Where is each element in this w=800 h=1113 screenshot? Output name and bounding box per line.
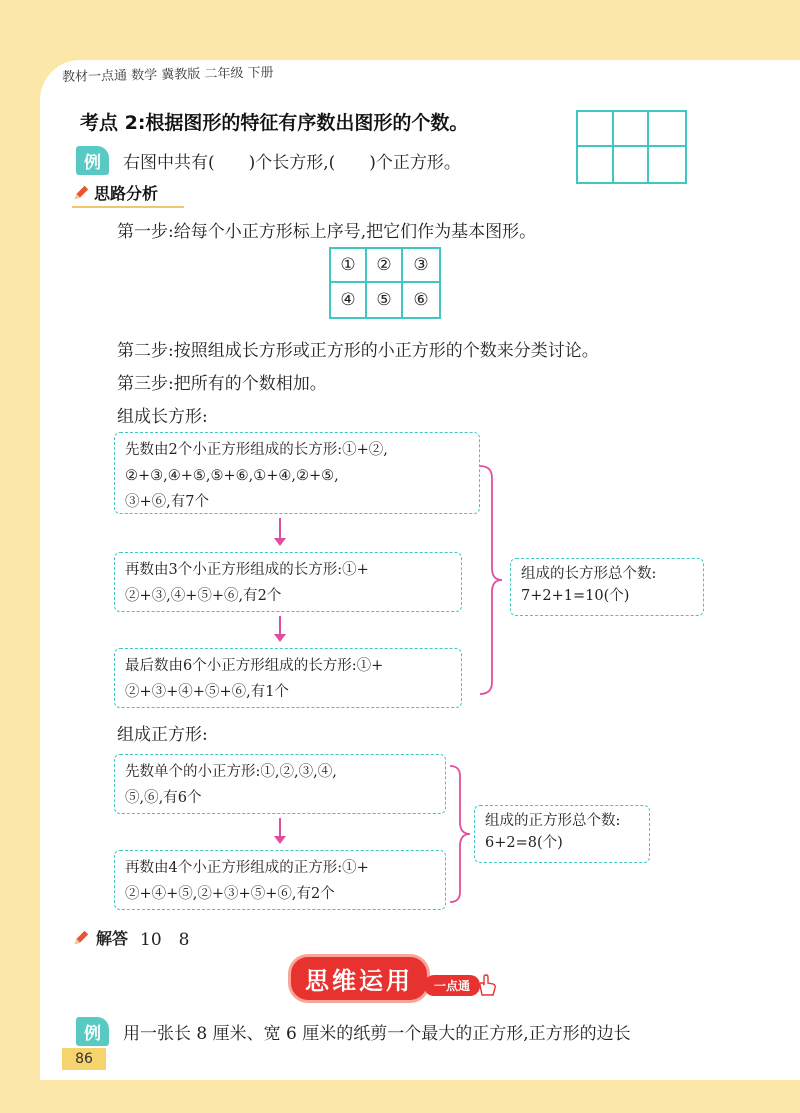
banner-title: 思维运用 <box>288 954 430 1003</box>
step-two: 第二步:按照组成长方形或正方形的小正方形的个数来分类讨论。 <box>117 341 599 361</box>
thinking-application-banner <box>288 958 498 998</box>
step-one: 第一步:给每个小正方形标上序号,把它们作为基本图形。 <box>117 222 537 242</box>
down-arrow-icon <box>279 518 281 544</box>
banner-subtitle: 一点通 <box>424 975 480 996</box>
square-count-box-2 <box>114 850 446 910</box>
box-line: ②+④+⑤,②+③+⑤+⑥,有2个 <box>125 886 335 902</box>
answer-label: 解答 <box>96 929 129 948</box>
pencil-icon <box>72 929 90 947</box>
box-line: 7+2+1=10(个) <box>521 588 630 604</box>
rectangle-heading: 组成长方形: <box>117 407 208 427</box>
box-line: 先数由2个小正方形组成的长方形:①+②, <box>125 442 388 458</box>
box-line: ②+③,④+⑤+⑥,有2个 <box>125 588 282 604</box>
rectangle-grid-figure <box>576 110 687 184</box>
example-question <box>76 146 461 175</box>
answer-value: 10 8 <box>140 930 190 950</box>
box-line: ②+③,④+⑤,⑤+⑥,①+④,②+⑤, <box>125 468 339 484</box>
box-line: 6+2=8(个) <box>485 835 563 851</box>
box-line: 先数单个的小正方形:①,②,③,④, <box>125 764 337 780</box>
example-question-2 <box>76 1017 631 1046</box>
grid-cell <box>578 112 614 147</box>
box-line: ⑤,⑥,有6个 <box>125 790 202 806</box>
grid-number: ⑤ <box>367 283 403 317</box>
example-text: 用一张长 8 厘米、宽 6 厘米的纸剪一个最大的正方形,正方形的边长 <box>123 1024 631 1044</box>
box-line: 最后数由6个小正方形组成的长方形:①+ <box>125 658 384 674</box>
grid-number: ④ <box>331 283 367 317</box>
analysis-heading <box>72 181 158 204</box>
box-line: 再数由3个小正方形组成的长方形:①+ <box>125 562 369 578</box>
grid-cell <box>649 112 685 147</box>
example-tag: 例 <box>76 1017 109 1046</box>
box-line: ②+③+④+⑤+⑥,有1个 <box>125 684 289 700</box>
analysis-underline <box>72 206 184 208</box>
down-arrow-icon <box>279 616 281 640</box>
rect-count-box-1 <box>114 432 480 514</box>
grid-cell <box>614 147 650 182</box>
breadcrumb: 教材一点通 数学 冀教版 二年级 下册 <box>61 65 274 85</box>
box-line: ③+⑥,有7个 <box>125 494 209 510</box>
pencil-icon <box>72 184 90 202</box>
section-title: 考点 2:根据图形的特征有序数出图形的个数。 <box>80 112 469 134</box>
rect-count-box-3 <box>114 648 462 708</box>
box-line: 组成的长方形总个数: <box>521 566 657 582</box>
numbered-grid-figure <box>329 247 441 319</box>
rect-count-box-2 <box>114 552 462 612</box>
right-brace-icon <box>478 464 508 696</box>
square-heading: 组成正方形: <box>117 725 208 745</box>
grid-cell <box>614 112 650 147</box>
answer-row <box>72 925 189 950</box>
rect-total-box <box>510 558 704 616</box>
right-brace-icon <box>448 764 476 904</box>
grid-number: ⑥ <box>413 290 429 310</box>
square-total-box <box>474 805 650 863</box>
grid-cell <box>649 147 685 182</box>
page-number: 86 <box>62 1048 106 1070</box>
grid-number: ③ <box>403 249 439 283</box>
step-three: 第三步:把所有的个数相加。 <box>117 374 327 394</box>
box-line: 组成的正方形总个数: <box>485 813 621 829</box>
down-arrow-icon <box>279 818 281 842</box>
grid-number: ② <box>367 249 403 283</box>
hand-pointer-icon <box>476 973 498 997</box>
square-count-box-1 <box>114 754 446 814</box>
example-tag: 例 <box>76 146 109 175</box>
analysis-label: 思路分析 <box>94 184 159 203</box>
grid-number: ① <box>331 249 367 283</box>
example-text: 右图中共有( )个长方形,( )个正方形。 <box>123 153 461 173</box>
box-line: 再数由4个小正方形组成的正方形:①+ <box>125 860 369 876</box>
grid-cell <box>578 147 614 182</box>
